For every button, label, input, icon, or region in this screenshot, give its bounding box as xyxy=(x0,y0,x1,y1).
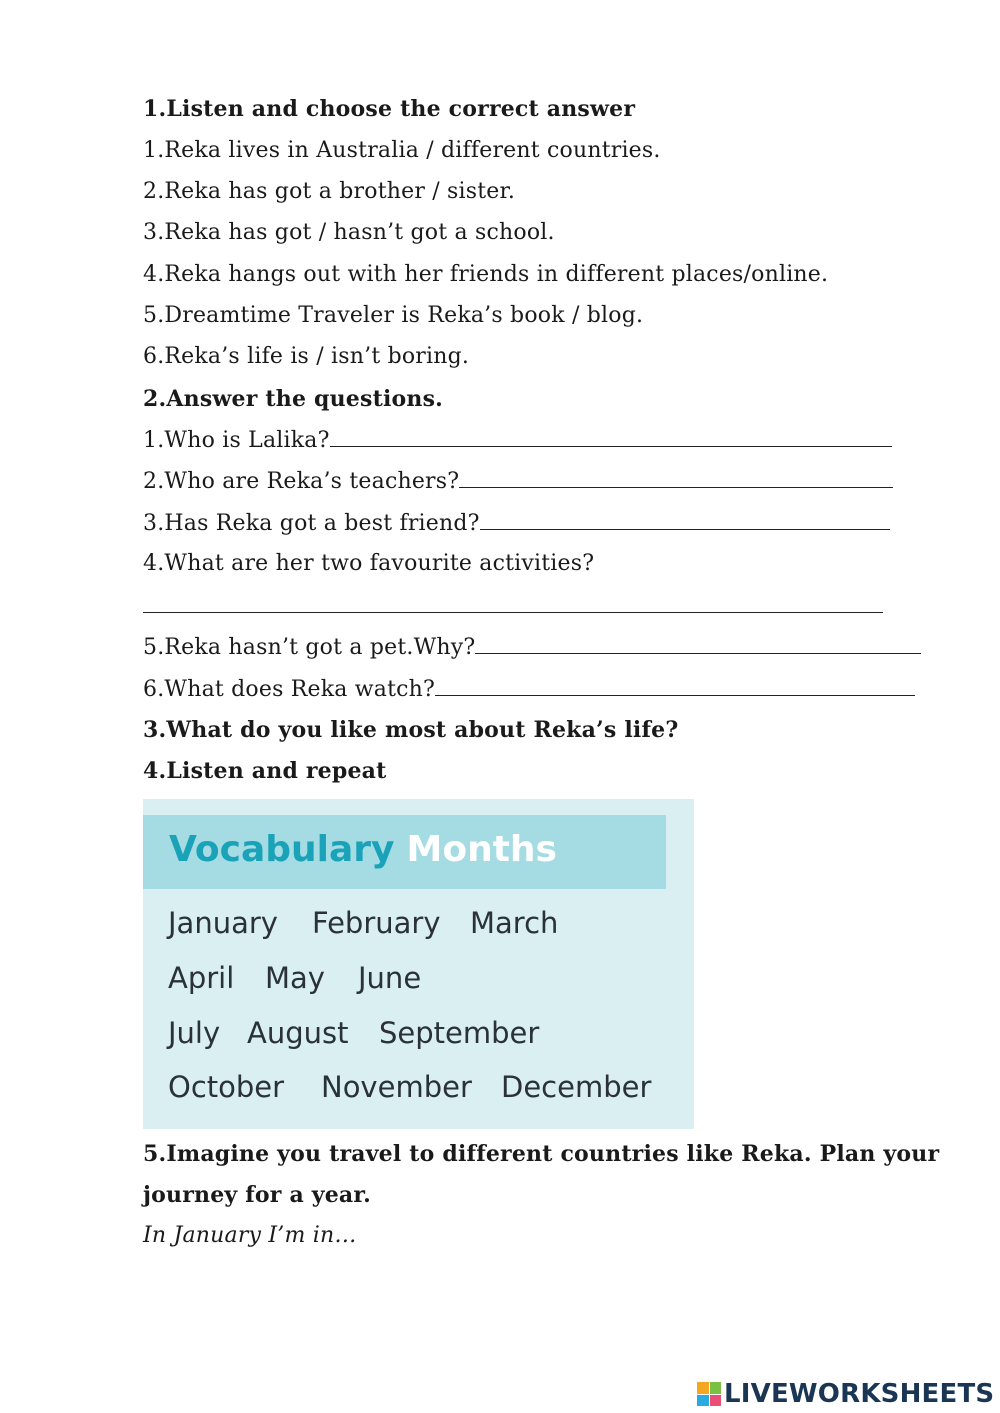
month-october: October xyxy=(168,1070,285,1104)
vocabulary-topic-word: Months xyxy=(406,829,557,870)
answer-blank-5[interactable] xyxy=(475,633,921,654)
month-january: January xyxy=(168,906,278,940)
question-1: 1.Who is Lalika? xyxy=(143,428,330,453)
month-december: December xyxy=(501,1070,652,1104)
answer-blank-1[interactable] xyxy=(330,426,892,447)
vocabulary-header xyxy=(143,815,666,889)
question-5: 5.Reka hasn’t got a pet.Why? xyxy=(143,635,476,660)
brand-footer[interactable] xyxy=(697,1378,994,1410)
month-july: July xyxy=(168,1016,221,1050)
question-2: 2.Who are Reka’s teachers? xyxy=(143,469,460,494)
exercise-1-item-3: 3.Reka has got / hasn’t got a school. xyxy=(143,220,555,245)
month-june: June xyxy=(358,961,422,995)
question-5-row xyxy=(143,633,921,662)
exercise-1-item-2: 2.Reka has got a brother / sister. xyxy=(143,179,516,204)
vocabulary-title-word: Vocabulary xyxy=(169,829,395,870)
exercise-4-heading: 4.Listen and repeat xyxy=(143,758,387,784)
vocabulary-title xyxy=(169,829,557,871)
liveworksheets-logo-icon xyxy=(697,1382,721,1406)
answer-blank-6[interactable] xyxy=(435,675,915,696)
exercise-5-example: In January I’m in… xyxy=(143,1223,357,1248)
question-3-row xyxy=(143,509,890,538)
answer-blank-3[interactable] xyxy=(480,509,890,530)
exercise-3-heading: 3.What do you like most about Reka’s life? xyxy=(143,717,679,743)
question-3: 3.Has Reka got a best friend? xyxy=(143,511,480,536)
answer-blank-4[interactable] xyxy=(143,612,883,613)
brand-name: LIVEWORKSHEETS xyxy=(724,1379,995,1409)
question-2-row xyxy=(143,467,893,496)
exercise-1-item-1: 1.Reka lives in Australia / different countries. xyxy=(143,138,661,163)
month-february: February xyxy=(312,906,441,940)
month-april: April xyxy=(168,961,235,995)
answer-blank-2[interactable] xyxy=(459,467,893,488)
question-6: 6.What does Reka watch? xyxy=(143,677,436,702)
exercise-1-heading: 1.Listen and choose the correct answer xyxy=(143,96,636,122)
question-4: 4.What are her two favourite activities? xyxy=(143,551,595,576)
exercise-1-item-6: 6.Reka’s life is / isn’t boring. xyxy=(143,344,470,369)
vocabulary-box xyxy=(143,799,694,1129)
exercise-5-heading-line-2: journey for a year. xyxy=(143,1182,372,1208)
month-november: November xyxy=(321,1070,472,1104)
month-september: September xyxy=(379,1016,540,1050)
exercise-5-heading-line-1: 5.Imagine you travel to different countries like Reka. Plan your xyxy=(143,1141,940,1167)
month-august: August xyxy=(247,1016,349,1050)
exercise-1-item-5: 5.Dreamtime Traveler is Reka’s book / blog. xyxy=(143,303,644,328)
month-march: March xyxy=(470,906,559,940)
question-6-row xyxy=(143,675,915,704)
exercise-2-heading: 2.Answer the questions. xyxy=(143,386,444,412)
month-may: May xyxy=(265,961,325,995)
exercise-1-item-4: 4.Reka hangs out with her friends in different places/online. xyxy=(143,262,829,287)
question-1-row xyxy=(143,426,892,455)
